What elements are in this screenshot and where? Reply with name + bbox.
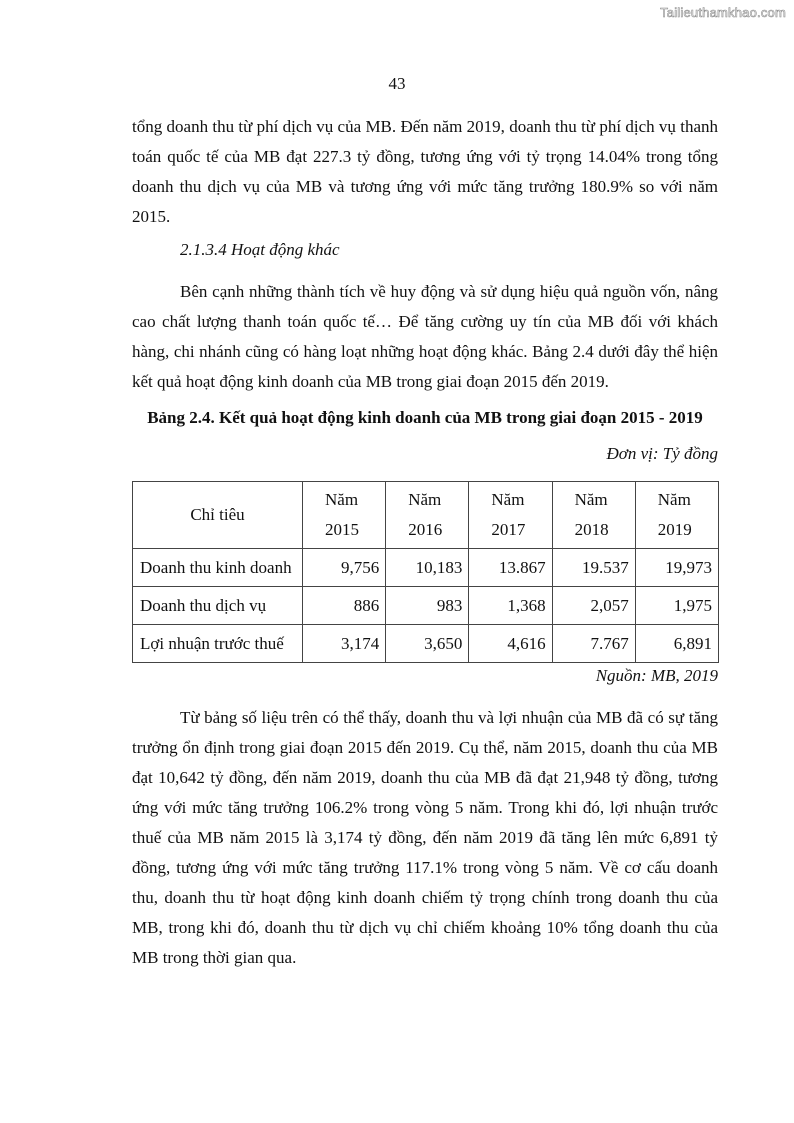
table-cell: 13.867: [469, 549, 552, 587]
paragraph-line: MB, trong khi đó, doanh thu từ dịch vụ chỉ chiếm khoảng 10% tổng doanh thu của: [132, 918, 718, 937]
row-label: Lợi nhuận trước thuế: [133, 625, 303, 663]
table-header-row: [133, 482, 719, 549]
year-value: 2017: [491, 520, 526, 539]
paragraph-line: 2015.: [132, 207, 171, 226]
header-indicator: Chỉ tiêu: [133, 482, 303, 549]
table-cell: 7.767: [552, 625, 635, 663]
header-year: [386, 482, 469, 549]
watermark: Tailieuthamkhao.com: [660, 5, 786, 20]
table-cell: 3,174: [303, 625, 386, 663]
paragraph-line: thu, doanh thu từ hoạt động kinh doanh chiếm tỷ trọng chính trong doanh thu của: [132, 888, 718, 907]
table-cell: 1,975: [635, 587, 718, 625]
paragraph-line: đạt 10,642 tỷ đồng, đến năm 2019, doanh thu của MB đã đạt 21,948 tỷ đồng, tương: [132, 768, 718, 787]
table-cell: 10,183: [386, 549, 469, 587]
year-prefix: Năm: [657, 490, 691, 509]
table-cell: 3,650: [386, 625, 469, 663]
paragraph-line: ứng với mức tăng trưởng 106.2% trong vòng 5 năm. Trong khi đó, lợi nhuận trước: [132, 798, 718, 817]
paragraph-1: [132, 112, 718, 232]
page-number: 43: [388, 74, 406, 93]
table-source: Nguồn: MB, 2019: [595, 666, 718, 685]
table-cell: 886: [303, 587, 386, 625]
table-row: [133, 549, 719, 587]
paragraph-line: cao chất lượng thanh toán quốc tế… Để tăng cường uy tín của MB đối với khách: [132, 312, 718, 331]
paragraph-line: Từ bảng số liệu trên có thể thấy, doanh thu và lợi nhuận của MB đã có sự tăng: [180, 708, 718, 727]
paragraph-line: MB trong thời gian qua.: [132, 948, 297, 967]
table-unit: Đơn vị: Tỷ đồng: [606, 444, 718, 463]
year-prefix: Năm: [574, 490, 608, 509]
row-label: Doanh thu dịch vụ: [133, 587, 303, 625]
paragraph-line: đồng, tương ứng với mức tăng trưởng 117.1% trong vòng 5 năm. Về cơ cấu doanh: [132, 858, 718, 877]
paragraph-line: kết quả hoạt động kinh doanh của MB trong giai đoạn 2015 đến 2019.: [132, 372, 609, 391]
table-cell: 983: [386, 587, 469, 625]
paragraph-line: doanh thu dịch vụ của MB và tương ứng với mức tăng trưởng 180.9% so với năm: [132, 177, 718, 196]
paragraph-3: [132, 703, 718, 973]
year-value: 2018: [574, 520, 609, 539]
table-cell: 9,756: [303, 549, 386, 587]
paragraph-line: thuế của MB năm 2015 là 3,174 tỷ đồng, đến năm 2019 đã tăng lên mức 6,891 tỷ: [132, 828, 718, 847]
results-table: [132, 481, 719, 663]
year-value: 2015: [325, 520, 359, 539]
paragraph-line: trưởng ổn định trong giai đoạn 2015 đến 2019. Cụ thể, năm 2015, doanh thu của MB: [132, 738, 718, 757]
paragraph-line: tổng doanh thu từ phí dịch vụ của MB. Đến năm 2019, doanh thu từ phí dịch vụ thanh: [132, 117, 718, 136]
table-row: [133, 587, 719, 625]
table-cell: 19.537: [552, 549, 635, 587]
header-year: [552, 482, 635, 549]
table-cell: 4,616: [469, 625, 552, 663]
header-year: [303, 482, 386, 549]
year-prefix: Năm: [325, 490, 359, 509]
section-heading: 2.1.3.4 Hoạt động khác: [180, 240, 340, 259]
table-cell: 1,368: [469, 587, 552, 625]
paragraph-2: [132, 277, 718, 397]
header-year: [469, 482, 552, 549]
row-label: Doanh thu kinh doanh: [133, 549, 303, 587]
table-cell: 2,057: [552, 587, 635, 625]
paragraph-line: Bên cạnh những thành tích về huy động và sử dụng hiệu quả nguồn vốn, nâng: [180, 282, 718, 301]
table-title: Bảng 2.4. Kết quả hoạt động kinh doanh của MB trong giai đoạn 2015 - 2019: [147, 408, 703, 427]
table-cell: 6,891: [635, 625, 718, 663]
table-row: [133, 625, 719, 663]
header-year: [635, 482, 718, 549]
year-value: 2019: [657, 520, 692, 539]
year-prefix: Năm: [408, 490, 442, 509]
paragraph-line: toán quốc tế của MB đạt 227.3 tỷ đồng, tương ứng với tỷ trọng 14.04% trong tổng: [132, 147, 718, 166]
year-prefix: Năm: [491, 490, 525, 509]
table-cell: 19,973: [635, 549, 718, 587]
year-value: 2016: [408, 520, 443, 539]
paragraph-line: hàng, chi nhánh cũng có hàng loạt những hoạt động khác. Bảng 2.4 dưới đây thể hiện: [132, 342, 718, 361]
